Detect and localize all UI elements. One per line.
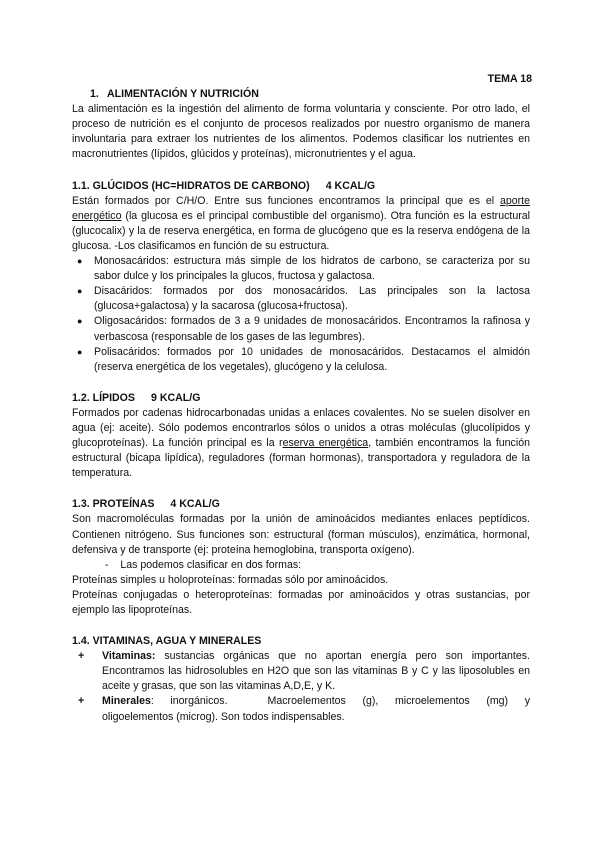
main-title — [90, 87, 530, 102]
section-lipidos-kcal: 9 KCAL/G — [151, 391, 201, 404]
list-item: ● Oligosacáridos: formados de 3 a 9 unidades de monosacáridos. Encontramos la rafinosa y verbascosa (responsable de los gases de las legumbres). — [94, 314, 530, 344]
list-item: ● Disacáridos: formados por dos monosacáridos. Las principales son la lactosa (glucosa+galactosa) y la sacarosa (glucosa+fructosa). — [94, 284, 530, 314]
section-proteinas-title — [72, 497, 530, 512]
section-proteinas-heading: 1.3. PROTEÍNAS — [72, 498, 155, 511]
section-glucidos-kcal: 4 KCAL/G — [325, 179, 376, 192]
lipidos-text-start: Formados por cadenas hidrocarbonadas unidas a enlaces covalentes. No se suelen disolver en agua (ej: aceite). Sólo podemos encontrarlos sólos o unidos a otras moléculas (glucolípidos y glucoproteínas). La función principal es la r — [72, 406, 530, 450]
proteinas-conjugadas: Proteínas conjugadas o heteroproteínas: formadas por aminoácidos y otras sustancias, por ejemplo las lipoproteínas. — [72, 588, 530, 616]
proteinas-paragraph: Son macromoléculas formadas por la unión de aminoácidos mediantes enlaces peptídicos. Contienen nitrógeno. Sus funciones son: estructural (forman músculos), enzimática, hormonal, defensiva y de transporte (ej: proteína hemoglobina, transporta oxígeno). — [72, 513, 530, 556]
glucidos-list — [72, 254, 530, 375]
list-item-minerales — [102, 694, 530, 724]
list-item-vitaminas — [102, 649, 530, 694]
vitaminas-list — [72, 649, 530, 724]
lipidos-text-end: , también encontramos la función estructural (bicapa lipídica), reguladores (forman hormonas), transportadora y reguladora de la temperatura. — [72, 437, 530, 480]
section-lipidos-title — [72, 391, 530, 406]
section-glucidos-heading: 1.1. GLÚCIDOS (HC=HIDRATOS DE CARBONO) — [72, 179, 310, 192]
section-lipidos-heading: 1.2. LÍPIDOS — [72, 391, 135, 404]
glucidos-paragraph — [72, 194, 530, 254]
minerales-label: Minerales — [102, 695, 151, 708]
glucidos-underlined-term: aporte energético — [72, 194, 530, 222]
topic-number: TEMA 18 — [487, 73, 532, 85]
section-glucidos-title — [72, 179, 530, 194]
main-title-number: 1. — [90, 88, 99, 101]
section-vitaminas-heading: 1.4. VITAMINAS, AGUA Y MINERALES — [72, 635, 262, 648]
intro-paragraph: La alimentación es la ingestión del alimento de forma voluntaria y consciente. Por otro lado, el proceso de nutrición es el conjunto de procesos realizados por nuestro organismo de manera involuntaria para extraer los nutrientes de los alimentos. Podemos clasificar los nutrientes en macronutrientes (lípidos, glúcidos y proteínas), micronutrientes y el agua. — [72, 103, 530, 161]
lipidos-underlined-term: eserva energética — [282, 437, 369, 450]
proteinas-dash-item — [90, 558, 530, 573]
section-proteinas-kcal: 4 KCAL/G — [170, 498, 220, 511]
glucidos-text-start: Están formados por C/H/O. Entre sus funciones encontramos la principal que es el — [72, 194, 500, 207]
minerales-text-a: : inorgánicos. — [150, 695, 228, 708]
list-item: ● Monosacáridos: estructura más simple de los hidratos de carbono, se caracteriza por su sabor dulce y los principales la glucos, fructosa y galactosa. — [94, 254, 530, 284]
dash-marker: - — [105, 558, 109, 571]
vitaminas-text: sustancias orgánicas que no aportan energía pero son importantes. Encontramos las hidrosolubles en H2O que son las vitaminas B y C y las liposolubles en aceite y grasas, que son las vitaminas A,D,E, y K. — [102, 650, 530, 693]
lipidos-paragraph — [72, 406, 530, 481]
vitaminas-label: Vitaminas: — [102, 650, 156, 663]
dash-text: Las podemos clasificar en dos formas: — [120, 558, 302, 571]
section-vitaminas-title — [72, 634, 530, 649]
proteinas-simples: Proteínas simples u holoproteínas: formadas sólo por aminoácidos. — [72, 573, 389, 586]
minerales-text-b: Macroelementos (g), microelementos (mg) y oligoelementos (microg). Son todos indispensables. — [102, 695, 530, 723]
main-title-text: ALIMENTACIÓN Y NUTRICIÓN — [107, 88, 259, 101]
list-item: ● Polisacáridos: formados por 10 unidades de monosacáridos. Destacamos el almidón (reserva energética de los vegetales), glucógeno y la celulosa. — [94, 345, 530, 375]
glucidos-text-end: (la glucosa es el principal combustible del organismo). Otra función es la estructural (glucocalix) y la de reserva energética, en forma de glucógeno que es la reserva endógena de la glucosa. -Los clasificamos en función de su estructura. — [72, 209, 530, 252]
